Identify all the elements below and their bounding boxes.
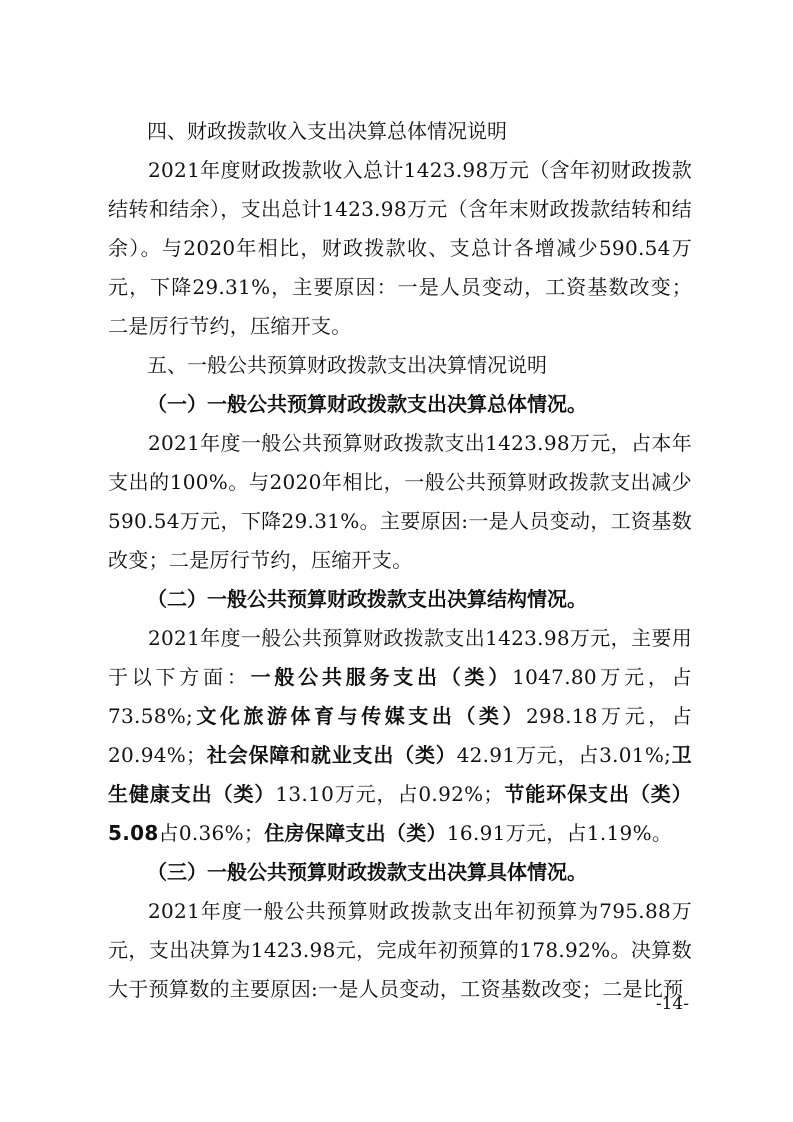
subsection-1-paragraph: 2021年度一般公共预算财政拨款支出1423.98万元，占本年支出的100%。与2020年相比，一般公共预算财政拨款支出减少590.54万元，下降29.31%。主要原因:一是人员变动，工资基数改变；二是厉行节约，压缩开支。 <box>108 431 692 572</box>
subsection-3-paragraph-block <box>108 892 692 1009</box>
expense-item-label: 社会保障和就业支出（类） <box>206 743 457 767</box>
expense-item-label: 一般公共服务支出（类） <box>250 665 513 689</box>
subsection-1-heading: （一）一般公共预算财政拨款支出决算总体情况。 <box>147 392 587 416</box>
expense-item-text: 1047.80万元，占73.58%; <box>108 665 692 728</box>
expense-item-label: 文化旅游体育与传媒支出（类） <box>193 704 527 728</box>
expense-item-text: 42.91万元，占3.01%; <box>456 743 672 767</box>
page-number: -14- <box>655 994 689 1014</box>
expense-item-text: 占0.36%； <box>158 821 265 845</box>
expense-item-text: 13.10万元，占0.92%； <box>275 782 504 806</box>
subsection-3-heading: （三）一般公共预算财政拨款支出决算具体情况。 <box>147 860 587 884</box>
subsection-2-paragraph-block <box>108 619 692 853</box>
subsection-2-heading: （二）一般公共预算财政拨款支出决算结构情况。 <box>147 587 587 611</box>
subsection-3-paragraph: 2021年度一般公共预算财政拨款支出年初预算为795.88万元，支出决算为1423.98元，完成年初预算的178.92%。决算数大于预算数的主要原因:一是人员变动，工资基数改变；二是比预 <box>108 899 692 1001</box>
expense-item-label: 节能环保支出（类）5.08 <box>108 782 692 845</box>
section-4-paragraph: 2021年度财政拨款收入总计1423.98万元（含年初财政拨款结转和结余），支出总计1423.98万元（含年末财政拨款结转和结余）。与2020年相比，财政拨款收、支总计各增减少590.54万元，下降29.31%，主要原因：一是人员变动，工资基数改变；二是厉行节约，压缩开支。 <box>108 158 692 338</box>
subsection-1-paragraph-block <box>108 424 692 580</box>
expense-item-label: 卫生健康支出（类） <box>108 743 692 806</box>
section-5-heading: 五、一般公共预算财政拨款支出决算情况说明 <box>147 353 547 377</box>
subsection-2-intro: 2021年度一般公共预算财政拨款支出1423.98万元，主要用于以下方面： <box>108 626 692 689</box>
section-4-paragraph-block <box>108 151 692 346</box>
expense-item-text: 16.91万元，占1.19%。 <box>446 821 673 845</box>
subsection-2-paragraph <box>108 619 692 853</box>
expense-item-text: 298.18万元，占20.94%； <box>108 704 693 767</box>
expense-item-label: 住房保障支出（类） <box>264 821 447 845</box>
section-4-heading: 四、财政拨款收入支出决算总体情况说明 <box>147 119 507 143</box>
